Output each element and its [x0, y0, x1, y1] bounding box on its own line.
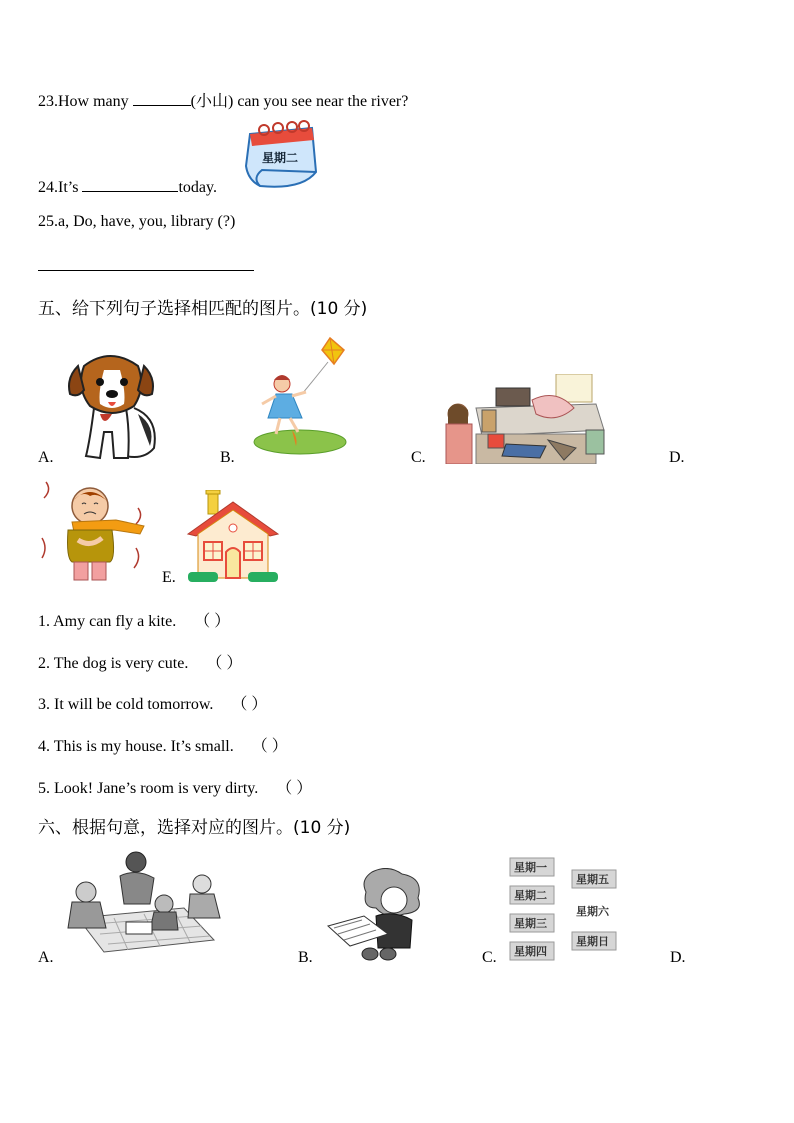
calendar-picture — [242, 120, 322, 192]
dog-picture — [64, 348, 160, 464]
option-label-d: D. — [670, 949, 686, 966]
cold-man-picture — [38, 478, 148, 584]
picnic-picture — [64, 848, 226, 958]
boy-reading-picture — [326, 868, 426, 962]
weekday-label: 星期六 — [576, 905, 609, 918]
answer-paren[interactable]: （ ） — [194, 613, 231, 630]
question-number: 24. — [38, 179, 58, 196]
weekdays-picture — [508, 856, 620, 964]
weekday-label: 星期一 — [514, 861, 547, 874]
answer-paren[interactable]: （ ） — [231, 696, 268, 713]
sentence-text: 3. It will be cold tomorrow. — [38, 696, 214, 713]
question-text: It’s — [58, 179, 79, 196]
messy-room-picture — [436, 374, 608, 464]
weekday-label: 星期四 — [514, 945, 547, 958]
option-label-b: B. — [220, 449, 235, 466]
option-label-b: B. — [298, 949, 313, 966]
kite-girl-picture — [252, 334, 348, 458]
weekday-label: 星期三 — [514, 917, 547, 930]
sentence-3 — [38, 691, 267, 714]
question-number: 25. — [38, 213, 58, 230]
option-label-a: A. — [38, 949, 54, 966]
weekday-label: 星期日 — [576, 935, 609, 948]
sentence-2 — [38, 650, 242, 673]
sentence-1 — [38, 608, 230, 631]
option-label-e: E. — [162, 569, 176, 586]
sentence-4 — [38, 733, 288, 756]
sentence-text: 2. The dog is very cute. — [38, 655, 189, 672]
question-25 — [38, 213, 235, 231]
question-24 — [38, 177, 217, 197]
answer-line[interactable] — [38, 270, 254, 271]
question-text: can you see near the river? — [237, 93, 409, 110]
option-label-a: A. — [38, 449, 54, 466]
weekday-label: 星期二 — [514, 889, 547, 902]
section-5-heading: 五、给下列句子选择相匹配的图片。(10 分) — [38, 299, 368, 319]
question-text: How many — [58, 93, 129, 110]
option-label-c: C. — [482, 949, 497, 966]
question-23 — [38, 88, 408, 111]
sentence-text: 1. Amy can fly a kite. — [38, 613, 177, 630]
answer-paren[interactable]: （ ） — [206, 655, 243, 672]
question-text: a, Do, have, you, library (?) — [58, 213, 236, 230]
house-picture — [186, 490, 280, 584]
hint-text: (小山) — [190, 93, 234, 110]
sentence-5 — [38, 775, 312, 798]
calendar-text: 星期二 — [262, 151, 299, 165]
answer-paren[interactable]: （ ） — [251, 738, 288, 755]
question-number: 23. — [38, 93, 58, 110]
option-label-c: C. — [411, 449, 426, 466]
option-label-d: D. — [669, 449, 685, 466]
answer-paren[interactable]: （ ） — [276, 780, 313, 797]
sentence-text: 5. Look! Jane’s room is very dirty. — [38, 780, 259, 797]
question-text: today. — [178, 179, 217, 196]
answer-blank[interactable] — [82, 177, 178, 192]
sentence-text: 4. This is my house. It’s small. — [38, 738, 234, 755]
section-6-heading: 六、根据句意，选择对应的图片。(10 分) — [38, 818, 351, 838]
answer-blank[interactable] — [133, 91, 191, 106]
weekday-label: 星期五 — [576, 873, 609, 886]
